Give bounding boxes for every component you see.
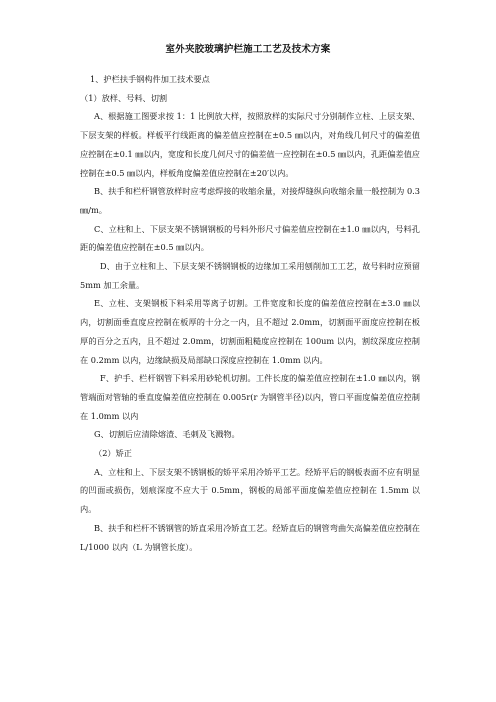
paragraph-g: G、切割后应清除熔渣、毛刺及飞溅物。: [94, 429, 240, 440]
section-heading: 1、护栏扶手钢构件加工技术要点: [90, 74, 210, 84]
paragraph-c: C、立柱和上、下层支架不锈钢钢板的号料外形尺寸偏差值应控制在±1.0 ㎜以内，号料孔距的偏差值应控制在±0.5 ㎜以内。: [80, 223, 420, 253]
paragraph-e: E、立柱、支架钢板下料采用等离子切割。工件宽度和长度的偏差值应控制在±3.0 ㎜以内，切割面垂直度应控制在板厚的十分之一内，且不超过 2.0mm，切割面平面度应控制在板厚的百分之五内，且不超过 2.0mm，切割面粗糙度应控制在 100um 以内，割纹深度应控制在 0.2mm 以内，边缘缺损及局部缺口深度应控制在 1.0mm 以内。: [80, 298, 420, 365]
paragraph-f: F、护手、栏杆钢管下料采用砂轮机切割。工件长度的偏差值应控制在±1.0 ㎜以内，钢管端面对管轴的垂直度偏差值应控制在 0.005r(r 为钢管半径)以内，管口平面度偏差值应控制在 1.0mm 以内: [80, 373, 420, 421]
paragraph-a2: A、立柱和上、下层支架不锈钢板的矫平采用冷矫平工艺。经矫平后的钢板表面不应有明显的凹面或损伤，划痕深度不应大于 0.5mm，钢板的局部平面度偏差值应控制在 1.5mm 以内。: [80, 466, 420, 515]
paragraph-d: D、由于立柱和上、下层支架不锈钢钢板的边缘加工采用刨削加工工艺，故号料时应预留 5mm 加工余量。: [80, 261, 420, 290]
subsection-heading: （1）放样、号料、切割: [80, 92, 168, 103]
document-body: [80, 70, 420, 556]
paragraph-b: B、扶手和栏杆钢管放样时应考虑焊接的收缩余量，对接焊缝纵向收缩余量一般控制为 0.3 ㎜/m。: [80, 186, 420, 215]
paragraph-b2: B、扶手和栏杆不锈钢管的矫直采用冷矫直工艺。经矫直后的钢管弯曲矢高偏差值应控制在 L/1000 以内（L 为钢管长度）。: [80, 522, 420, 552]
document-title: 室外夹胶玻璃护栏施工工艺及技术方案: [165, 44, 331, 55]
subsection-heading: （2）矫正: [94, 448, 132, 459]
paragraph-a: A、根据施工图要求按 1：1 比例放大样，按照放样的实际尺寸分别制作立柱、上层支架、下层支架的样板。样板平行线距离的偏差值应控制在±0.5 ㎜以内，对角线几何尺寸的偏差值应控制在±0.1 ㎜以内，宽度和长度几何尺寸的偏差值一应控制在±0.5 ㎜以内，孔距偏差值应控制在±0.5 ㎜以内，样板角度偏差值应控制在±20′以内。: [80, 111, 420, 178]
